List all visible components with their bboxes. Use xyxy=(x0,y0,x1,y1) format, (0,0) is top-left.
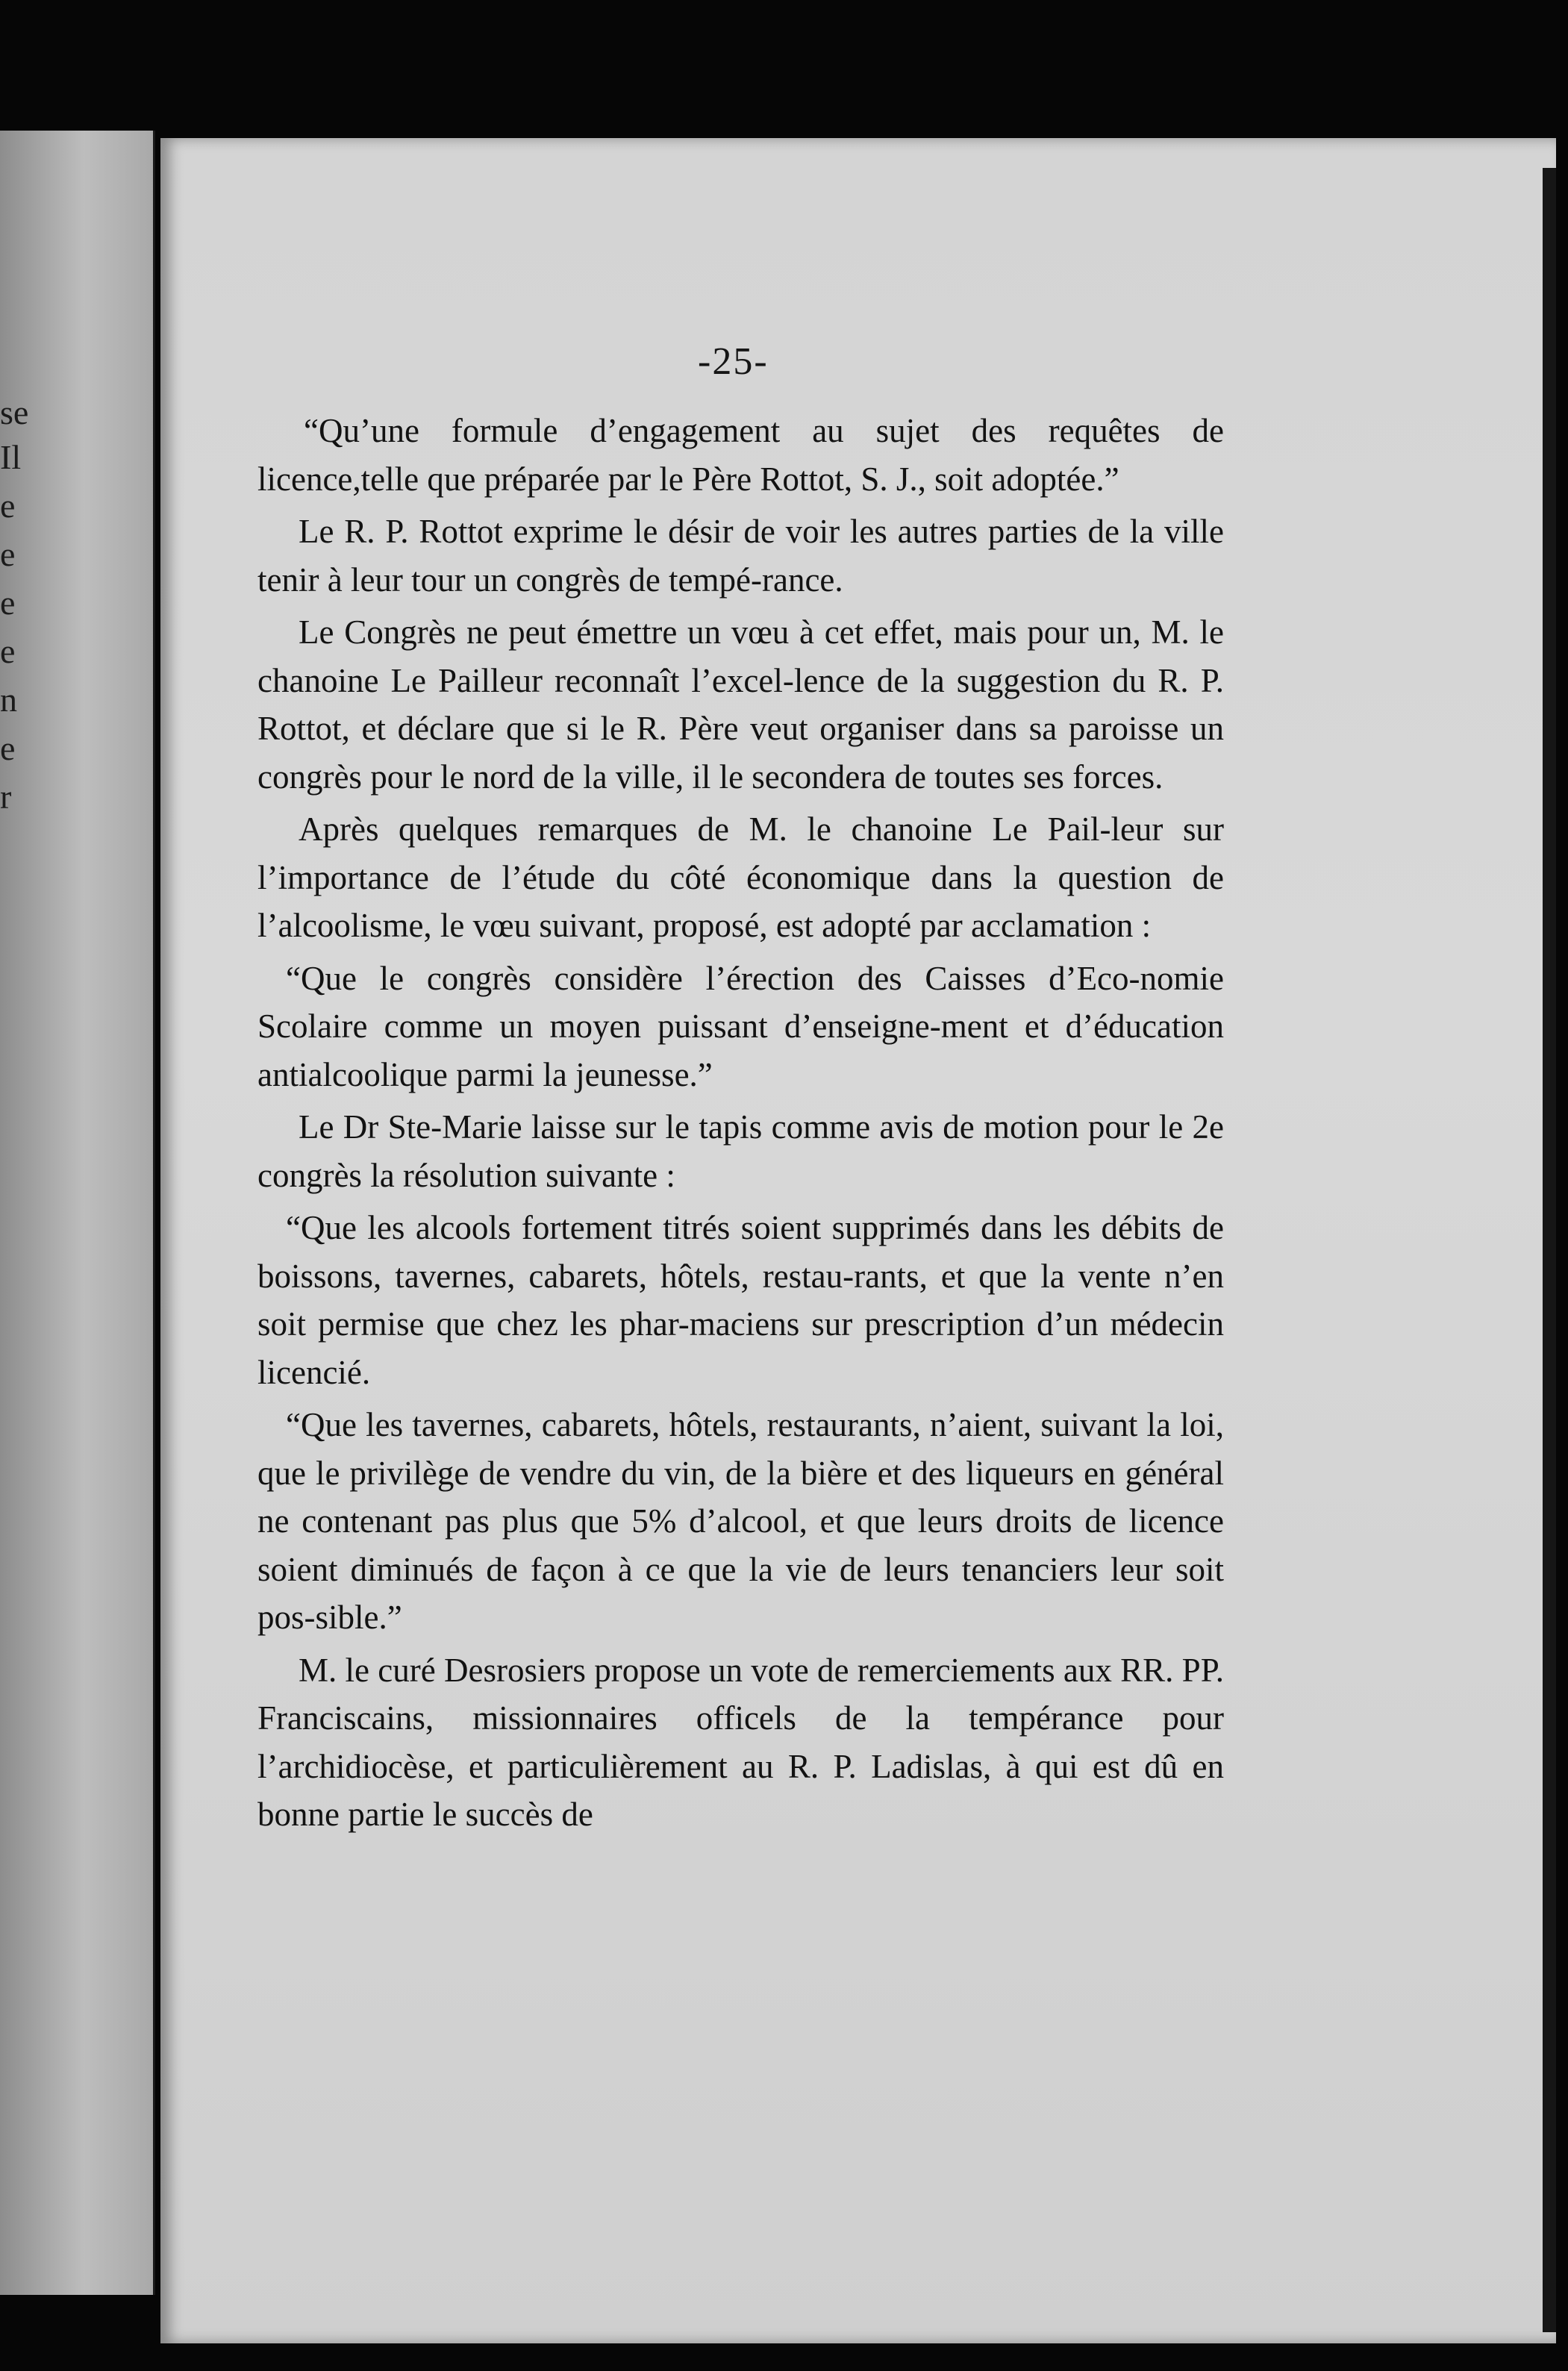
previous-page-edge xyxy=(0,131,155,2295)
previous-page-fragment: e xyxy=(0,487,16,525)
paragraph-congress-response: Le Congrès ne peut émettre un vœu à cet effet, mais pour un, M. le chanoine Le Pailleur reconnaît l’excel-lence de la suggestion du R. P. Rottot, et déclare que si le R. Père veut organiser dans sa paroisse un congrès pour le nord de la ville, il le secondera de toutes ses forces. xyxy=(257,613,1224,796)
previous-page-fragment: Il xyxy=(0,438,22,476)
previous-page-fragment: e xyxy=(0,584,16,622)
paragraph-resolution-caisses: “Que le congrès considère l’érection des Caisses d’Eco-nomie Scolaire comme un moyen puissant d’enseigne-ment et d’éducation antialcoolique parmi la jeunesse.” xyxy=(257,959,1224,1093)
previous-page-fragment: r xyxy=(0,778,12,816)
body-text xyxy=(257,407,1224,1843)
page-number: -25- xyxy=(698,340,769,383)
paragraph-pailleur-remarks: Après quelques remarques de M. le chanoine Le Pail-leur sur l’importance de l’étude du côté économique dans la question de l’alcoolisme, le vœu suivant, proposé, est adopté par acclamation : xyxy=(257,810,1224,944)
previous-page-fragment: e xyxy=(0,535,16,573)
paragraph-resolution-alcools: “Que les alcools fortement titrés soient supprimés dans les débits de boissons, tavernes, cabarets, hôtels, restau-rants, et que la vente n’en soit permise que chez les phar-maciens sur prescription d’un médecin licencié. xyxy=(257,1209,1224,1391)
paragraph-desrosiers-thanks: M. le curé Desrosiers propose un vote de remerciements aux RR. PP. Franciscains, missionnaires officels de la tempérance pour l’archidiocèse, et particulièrement au R. P. Ladislas, à qui est dû en bonne partie le succès de xyxy=(257,1651,1224,1833)
previous-page-fragment: e xyxy=(0,632,16,670)
paragraph-resolution-tavernes: “Que les tavernes, cabarets, hôtels, restaurants, n’aient, suivant la loi, que le privilège de vendre du vin, de la bière et des liqueurs en général ne contenant pas plus que 5% d’alcool, et que leurs droits de licence soient diminués de façon à ce que la vie de leurs tenanciers leur soit pos-sible.” xyxy=(257,1406,1224,1636)
previous-page-fragment: e xyxy=(0,729,16,767)
paragraph-resolution-engagement: “Qu’une formule d’engagement au sujet des requêtes de licence,telle que préparée par le Père Rottot, S. J., soit adoptée.” xyxy=(257,412,1224,498)
paragraph-ste-marie-motion: Le Dr Ste-Marie laisse sur le tapis comme avis de motion pour le 2e congrès la résolution suivante : xyxy=(257,1108,1224,1194)
previous-page-fragment: n xyxy=(0,681,17,719)
paragraph-rottot-wish: Le R. P. Rottot exprime le désir de voir les autres parties de la ville tenir à leur tour un congrès de tempé-rance. xyxy=(257,513,1224,599)
page-right-edge xyxy=(1543,168,1556,2332)
previous-page-fragment: se xyxy=(0,393,29,431)
